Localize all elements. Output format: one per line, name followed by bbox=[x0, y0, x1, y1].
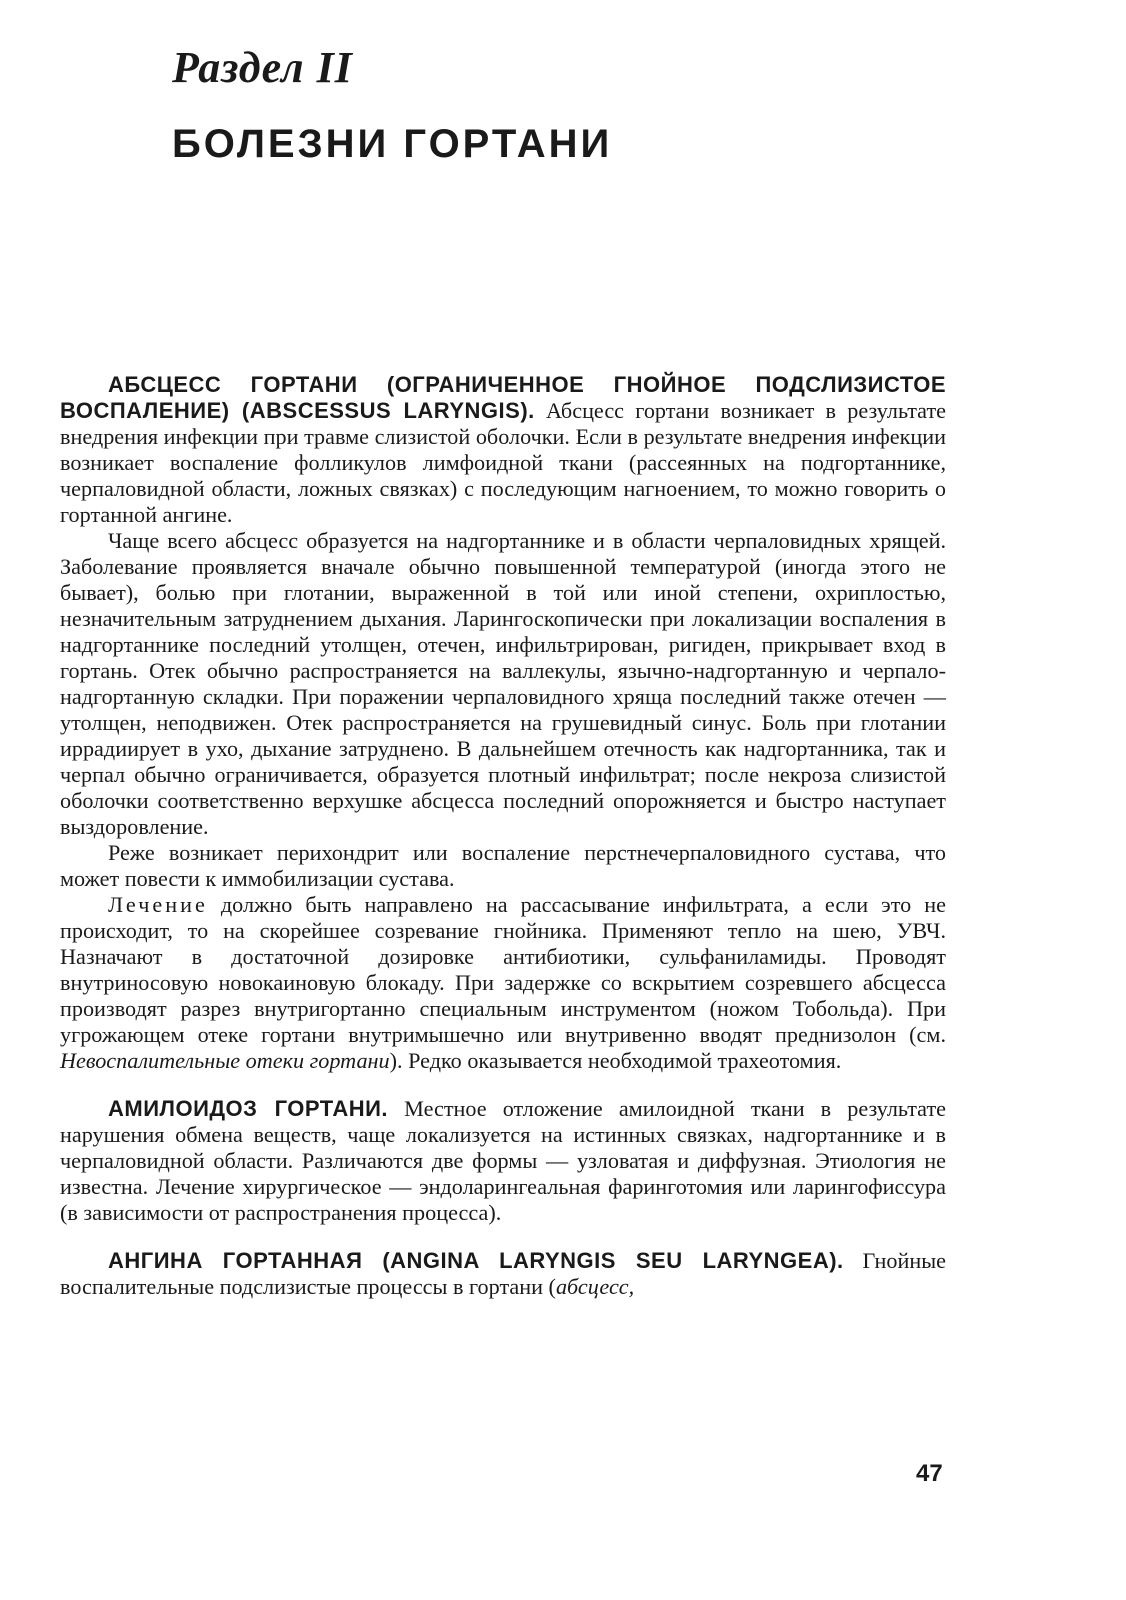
abscess-paragraph-1 bbox=[60, 372, 946, 528]
amyloidosis-paragraph bbox=[60, 1096, 946, 1226]
abscess-paragraph-2: Чаще всего абсцесс образуется на надгортаннике и в области черпаловидных хрящей. Заболевание проявляется вначале обычно повышенной температурой (иногда этого не бывает), болью при глотании, выраженной в той или иной степени, охриплостью, незначительным затруднением дыхания. Ларингоскопически при локализации воспаления в надгортаннике последний утолщен, отечен, инфильтрирован, ригиден, прикрывает вход в гортань. Отек обычно распространяется на валлекулы, язычно-надгортанную и черпало-надгортанную складки. При поражении черпаловидного хряща последний также отечен — утолщен, неподвижен. Отек распространяется на грушевидный синус. Боль при глотании иррадиирует в ухо, дыхание затруднено. В дальнейшем отечность как надгортанника, так и черпал обычно ограничивается, образуется плотный инфильтрат; после некроза слизистой оболочки соответственно верхушке абсцесса последний опорожняется и быстро наступает выздоровление. bbox=[60, 528, 946, 839]
cross-reference-edema: Невоспалительные отеки гортани bbox=[60, 1048, 390, 1073]
entry-abscess bbox=[60, 372, 946, 1074]
abscess-paragraph-3: Реже возникает перихондрит или воспаление перстнечерпаловидного сустава, что может повести к иммобилизации сустава. bbox=[60, 840, 946, 891]
abscess-heading: АБСЦЕСС ГОРТАНИ (ОГРАНИЧЕННОЕ ГНОЙНОЕ ПОДСЛИЗИСТОЕ ВОСПАЛЕНИЕ) (ABSCESSUS LARYNGIS). bbox=[60, 372, 946, 423]
page-number: 47 bbox=[916, 1460, 943, 1487]
angina-text: Гнойные воспалительные подслизистые процессы в гортани ( bbox=[60, 1248, 946, 1299]
section-title: БОЛЕЗНИ ГОРТАНИ bbox=[172, 122, 613, 166]
abscess-intro-text: Абсцесс гортани возникает в результате внедрения инфекции при травме слизистой оболочки. Если в результате внедрения инфекции возникает воспаление фолликулов лимфоидной ткани (рассеянных на подгортаннике, черпаловидной области, ложных связках) с последующим нагноением, то можно говорить о гортанной ангине. bbox=[60, 398, 947, 527]
entry-amyloidosis bbox=[60, 1096, 946, 1226]
treatment-text-b: ). Редко оказывается необходимой трахеотомия. bbox=[389, 1048, 842, 1073]
amyloidosis-text: Местное отложение амилоидной ткани в результате нарушения обмена веществ, чаще локализуется на истинных связках, надгортаннике и в черпаловидной области. Различаются две формы — узловатая и диффузная. Этиология не известна. Лечение хирургическое — эндоларингеальная фаринготомия или ларингофиссура (в зависимости от распространения процесса). bbox=[60, 1096, 946, 1225]
abscess-paragraph-4 bbox=[60, 892, 946, 1074]
cross-reference-abscess: абсцесс, bbox=[555, 1274, 635, 1299]
article-body bbox=[60, 372, 946, 1300]
treatment-text-a: должно быть направлено на рассасывание инфильтрата, а если это не происходит, то на скорейшее созревание гнойника. Применяют тепло на шею, УВЧ. Назначают в достаточной дозировке антибиотики, сульфаниламиды. Проводят внутриносовую новокаиновую блокаду. При задержке со вскрытием созревшего абсцесса производят разрез внутригортанно специальным инструментом (ножом Тобольда). При угрожающем отеке гортани внутримышечно или внутривенно вводят преднизолон (см. bbox=[60, 892, 946, 1047]
angina-heading: АНГИНА ГОРТАННАЯ (ANGINA LARYNGIS SEU LARYNGEA). bbox=[108, 1248, 844, 1273]
section-label: Раздел II bbox=[172, 43, 353, 92]
amyloidosis-heading: АМИЛОИДОЗ ГОРТАНИ. bbox=[108, 1096, 389, 1121]
angina-paragraph bbox=[60, 1248, 946, 1300]
entry-angina bbox=[60, 1248, 946, 1300]
treatment-lead: Лечение bbox=[108, 892, 208, 917]
